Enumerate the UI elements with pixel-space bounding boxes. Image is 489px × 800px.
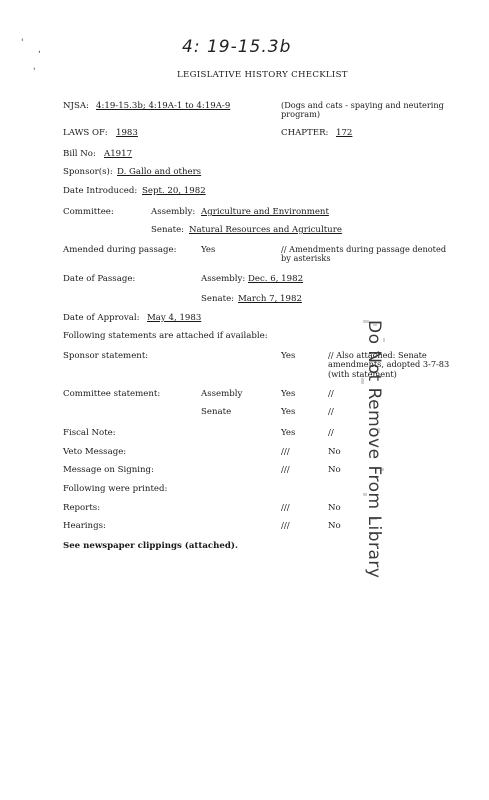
message-on-signing-value: No: [328, 465, 341, 475]
reports-value: No: [328, 503, 341, 513]
hearings-label: Hearings:: [63, 521, 106, 531]
committee-assembly-value: Agriculture and Environment: [201, 207, 329, 217]
passage-senate-value: March 7, 1982: [238, 294, 302, 304]
date-of-approval-value: May 4, 1983: [147, 313, 202, 323]
amended-value: Yes: [201, 245, 216, 255]
stray-mark: ,: [38, 45, 41, 55]
committee-statement-senate-label: Senate: [201, 407, 232, 417]
passage-senate-label: Senate:: [201, 294, 235, 304]
passage-assembly-label: Assembly:: [201, 274, 246, 284]
fiscal-note-mark: //: [328, 428, 334, 438]
reports-label: Reports:: [63, 503, 101, 513]
passage-assembly-value: Dec. 6, 1982: [248, 274, 304, 284]
sponsor-statement-label: Sponsor statement:: [63, 351, 149, 361]
veto-message-value: No: [328, 447, 341, 457]
do-not-remove-stamp: Do Not Remove From Library: [364, 320, 384, 579]
laws-of-label: LAWS OF:: [63, 128, 108, 138]
laws-of-value: 1983: [116, 128, 138, 138]
stamp-smudge-icon: [333, 318, 393, 548]
hearings-mark: ///: [281, 521, 290, 531]
message-on-signing-label: Message on Signing:: [63, 465, 154, 475]
committee-statement-label: Committee statement:: [63, 389, 161, 399]
stray-mark: ': [33, 67, 36, 77]
committee-statement-senate-value: Yes: [281, 407, 296, 417]
fiscal-note-label: Fiscal Note:: [63, 428, 116, 438]
date-introduced-label: Date Introduced:: [63, 186, 138, 196]
date-of-approval-label: Date of Approval:: [63, 313, 140, 323]
date-introduced-value: Sept. 20, 1982: [142, 186, 206, 196]
committee-senate-value: Natural Resources and Agriculture: [189, 225, 342, 235]
committee-senate-label: Senate:: [151, 225, 185, 235]
handwritten-code: 4: 19-15.3b: [182, 37, 292, 57]
stray-mark: ': [21, 38, 24, 48]
following-printed-heading: Following were printed:: [63, 484, 168, 494]
amended-label: Amended during passage:: [63, 245, 177, 255]
committee-statement-senate-mark: //: [328, 407, 334, 417]
message-on-signing-mark: ///: [281, 465, 290, 475]
committee-statement-assembly-value: Yes: [281, 389, 296, 399]
sponsors-label: Sponsor(s):: [63, 167, 113, 177]
sponsor-statement-value: Yes: [281, 351, 296, 361]
committee-statement-assembly-mark: //: [328, 389, 334, 399]
njsa-note: (Dogs and cats - spaying and neutering program): [281, 100, 444, 120]
njsa-value: 4:19-15.3b; 4:19A-1 to 4:19A-9: [96, 101, 231, 111]
njsa-label: NJSA:: [63, 101, 89, 111]
committee-assembly-label: Assembly:: [151, 207, 196, 217]
reports-mark: ///: [281, 503, 290, 513]
bill-no-label: Bill No:: [63, 149, 96, 159]
hearings-value: No: [328, 521, 341, 531]
following-attached-heading: Following statements are attached if available:: [63, 331, 268, 341]
footer-note: See newspaper clippings (attached).: [63, 541, 238, 551]
sponsor-statement-note: // Also attached: Senate amendments, adopted 3-7-83 (with statement): [328, 350, 450, 379]
chapter-value: 172: [336, 128, 353, 138]
committee-label: Committee:: [63, 207, 114, 217]
sponsors-value: D. Gallo and others: [117, 167, 202, 177]
date-of-passage-label: Date of Passage:: [63, 274, 136, 284]
veto-message-mark: ///: [281, 447, 290, 457]
document-title: LEGISLATIVE HISTORY CHECKLIST: [177, 70, 348, 80]
amended-note: // Amendments during passage denoted by asterisks: [281, 244, 447, 264]
veto-message-label: Veto Message:: [63, 447, 127, 457]
fiscal-note-value: Yes: [281, 428, 296, 438]
chapter-label: CHAPTER:: [281, 128, 329, 138]
bill-no-value: A1917: [104, 149, 133, 159]
committee-statement-assembly-label: Assembly: [201, 389, 243, 399]
